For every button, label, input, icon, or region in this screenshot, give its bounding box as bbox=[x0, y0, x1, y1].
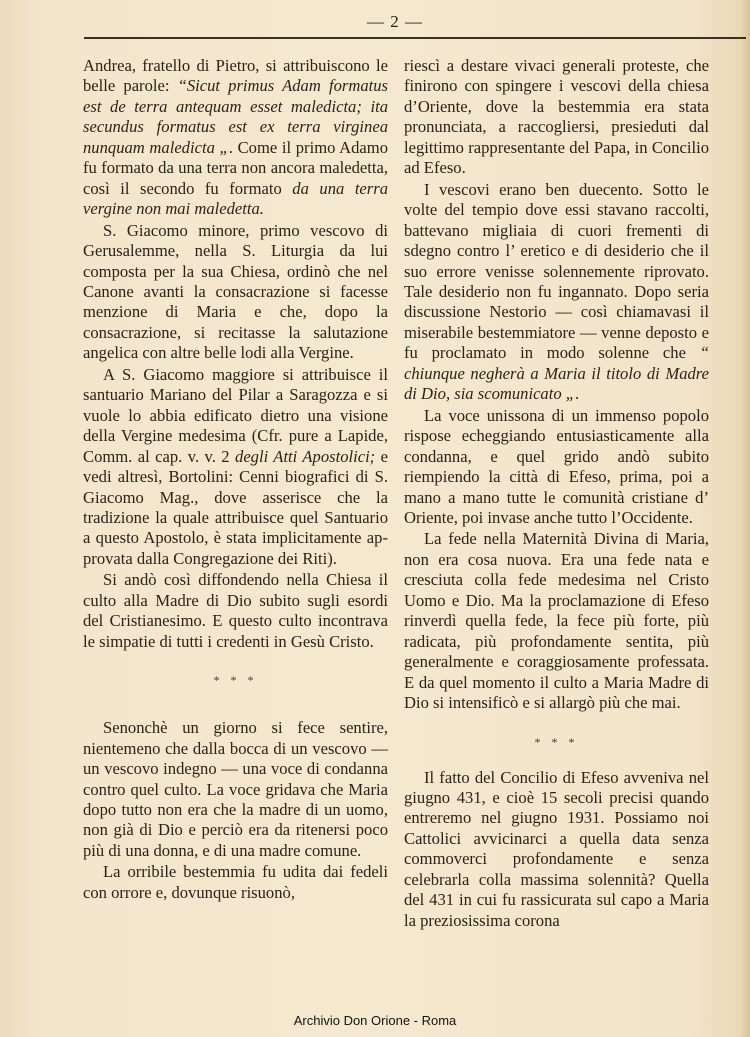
paragraph-concilio: Il fatto del Concilio di Efeso avveniva nel giugno 431, e cioè 15 secoli precisi quando entreremo nel giugno 1931. Possiamo noi Cattolici avvicinarci a quella data senza commoverci profondamente e senza celebrarla colla massima solennità? Quella del 431 in cui fu rassicurata sul capo a Maria la preziosissima corona bbox=[404, 767, 709, 930]
paragraph-voce: La voce unissona di un immenso popolo rispose echeggiando entusiasticamente alla condanna, e quel grido andò subito riempiendo la città di Efeso, prima, poi a mano a mano tutte le comunità cristiane d’ Oriente, poi invase anche tutto l’Occidente. bbox=[404, 405, 709, 527]
section-separator: * * * bbox=[213, 673, 258, 688]
latin-quote: “Sicut primus Adam formatus est de terra antequam esset maledicta; ita secundus formatus est ex terra virginea nunquam maledicta „ bbox=[83, 76, 388, 157]
section-separator: * * * bbox=[534, 734, 579, 749]
page-edge-shadow bbox=[742, 0, 750, 1037]
paragraph-giacomo-maggiore: A S. Giacomo maggiore si attribuisce il santuario Mariano del Pilar a Saragozza e si vuole lo abbia edificato dietro una visione della Vergine medesima (Cfr. pure a Lapide, Comm. al cap. v. v. 2 degli Atti Apostolici; e vedi altresì, Bortolini: Cenni biografici di S. Giacomo Mag., dove asserisce che la tradizione la quale attribuisce quel Santuario a questo Apostolo, è stata implicitamente approvata dalla Congregazione dei Riti). bbox=[83, 364, 388, 568]
left-column bbox=[83, 56, 388, 903]
archive-footer: Archivio Don Orione - Roma bbox=[293, 1013, 457, 1028]
decree-quote: “ chiunque negherà a Maria il titolo di Madre di Dio, sia scomunicato „ bbox=[404, 343, 709, 404]
paragraph-proteste: riescì a destare vivaci generali proteste, che finirono con spingere i vescovi della chiesa d’Oriente, dove la bestemmia era stata pronunciata, a raccogliersi, presieduti dal legittimo rappresentante del Papa, in Concilio ad Efeso. bbox=[404, 56, 709, 178]
paragraph-andrea: Andrea, fratello di Pietro, si attribuiscono le belle parole: “Sicut primus Adam formatus est de terra antequam esset maledicta; ita secundus formatus est ex terra virginea nunquam maledicta „. Come il primo Adamo fu formato da una terra non ancora maledetta, così il secondo fu formato da una terra vergine non mai maledetta. bbox=[83, 56, 389, 219]
paragraph-culto: Si andò così diffondendo nella Chiesa il culto alla Madre di Dio subito sugli esordi del Cristianesimo. E questo culto incontrava le simpatie di tutti i credenti in Gesù Cristo. bbox=[83, 570, 388, 651]
paragraph-giacomo-minore: S. Giacomo minore, primo vescovo di Gerusalemme, nella S. Liturgia da lui composta per la sua Chiesa, ordinò che nel Canone avanti la consacrazione si facesse menzione di Maria e che, dopo la consacrazione, si recitasse la salutazione angelica con altre belle lodi alla Vergine. bbox=[83, 220, 388, 363]
paragraph-senonche: Senonchè un giorno si fece sentire, nientemeno che dalla bocca di un vescovo — un vescovo indegno — una voce di condanna contro quel culto. La voce gridava che Maria dopo tutto non era che la madre di un uomo, non già di Dio e perciò era da ritenersi poco più di una donna, e di una madre comune. bbox=[83, 718, 388, 860]
header-rule bbox=[84, 37, 746, 39]
paragraph-bestemmia: La orribile bestemmia fu udita dai fedeli con orrore e, dovunque risuonò, bbox=[83, 862, 388, 902]
page-number: — 2 — bbox=[367, 12, 423, 31]
right-column bbox=[404, 56, 709, 931]
paragraph-fede: La fede nella Maternità Divina di Maria, non era cosa nuova. Era una fede nata e cresciuta colla fede medesima nel Cristo Uomo e Dio. Ma la proclamazione di Efeso rinverdì quella fede, la fece più forte, più radicata, più profondamente sentita, più generalmente e coraggiosamente professata. E da quel momento il culto a Maria Madre di Dio si intensificò e si allargò più che mai. bbox=[404, 529, 709, 713]
paragraph-vescovi: I vescovi erano ben duecento. Sotto le volte del tempio dove essi stavano raccolti, battevano migliaia di cuori frementi di sdegno contro l’ eretico e di desiderio che il suo errore venisse solennemente riprovato. Tale desiderio non fu ingannato. Dopo seria discussione Nestorio — così chiamavasi il miserabile bestemmiatore — venne deposto e fu proclamato in modo solenne che “ chiunque negherà a Maria il titolo di Madre di Dio, sia scomunicato „. bbox=[404, 179, 709, 404]
